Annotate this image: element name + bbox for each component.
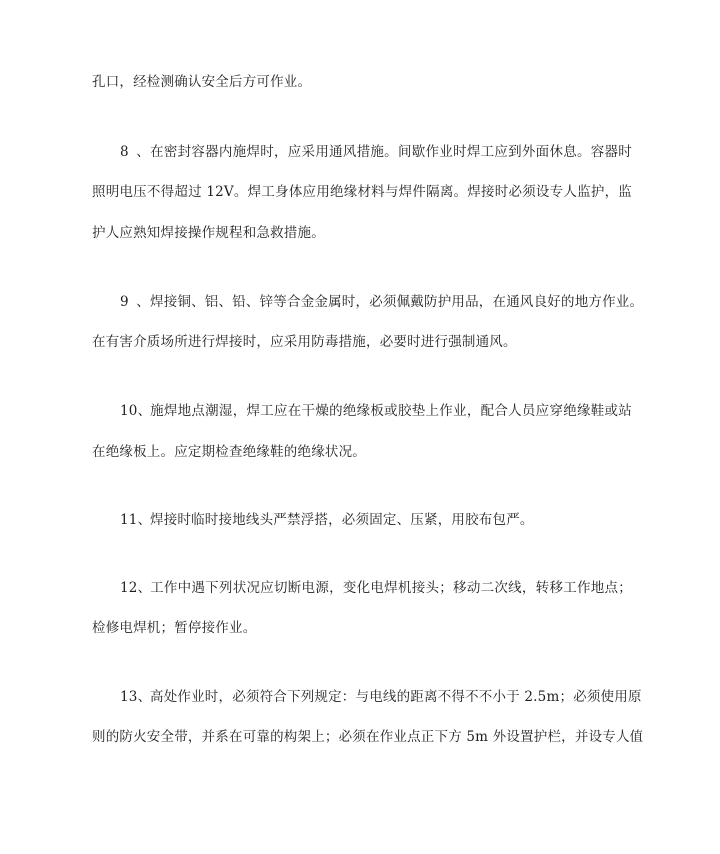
item-12-line-1	[120, 579, 632, 597]
item-10-line-2	[92, 443, 632, 461]
item-number: 13、	[120, 689, 152, 705]
item-number: 10、	[120, 403, 152, 419]
continuation-line	[92, 73, 632, 91]
item-text: 高处作业时，必须符合下列规定：与电线的距离不得不不小于 2.5m；必须使用原	[150, 689, 642, 705]
item-9-line-1	[120, 293, 644, 311]
item-number: 11、	[120, 512, 152, 528]
item-number: 9、	[120, 294, 150, 310]
item-text: 工作中遇下列状况应切断电源，变化电焊机接头；移动二次线，转移工作地点；	[150, 580, 632, 596]
item-8-line-3	[92, 224, 632, 242]
item-12-line-2	[92, 619, 632, 637]
item-text: 在绝缘板上。应定期检查绝缘鞋的绝缘状况。	[92, 444, 366, 460]
item-13-line-1	[120, 688, 642, 706]
item-9-line-2	[92, 333, 632, 351]
item-text: 照明电压不得超过 12V。焊工身体应用绝缘材料与焊件隔离。焊接时必须设专人监护，监	[92, 184, 632, 200]
item-text: 护人应熟知焊接操作规程和急救措施。	[92, 225, 325, 241]
item-number: 8、	[120, 144, 150, 160]
item-text: 检修电焊机；暂停接作业。	[92, 620, 257, 636]
item-number: 12、	[120, 580, 152, 596]
item-10-line-1	[120, 402, 632, 420]
item-13-line-2	[92, 728, 644, 746]
item-text: 则的防火安全带，并系在可靠的构架上；必须在作业点正下方 5m 外设置护栏，并设专人值	[92, 729, 644, 745]
item-text: 在有害介质场所进行焊接时，应采用防毒措施，必要时进行强制通风。	[92, 334, 517, 350]
continuation-text: 孔口，经检测确认安全后方可作业。	[92, 74, 312, 90]
item-text: 焊接铜、铝、铅、锌等合金金属时，必须佩戴防护用品，在通风良好的地方作业。	[150, 294, 644, 310]
item-8-line-2	[92, 183, 632, 201]
item-text: 在密封容器内施焊时，应采用通风措施。间歇作业时焊工应到外面休息。容器时	[150, 144, 632, 160]
item-8-line-1	[120, 143, 632, 161]
item-11-line-1	[120, 511, 632, 529]
item-text: 施焊地点潮湿，焊工应在干燥的绝缘板或胶垫上作业，配合人员应穿绝缘鞋或站	[150, 403, 632, 419]
item-text: 焊接时临时接地线头严禁浮搭，必须固定、压紧，用胶布包严。	[150, 512, 534, 528]
